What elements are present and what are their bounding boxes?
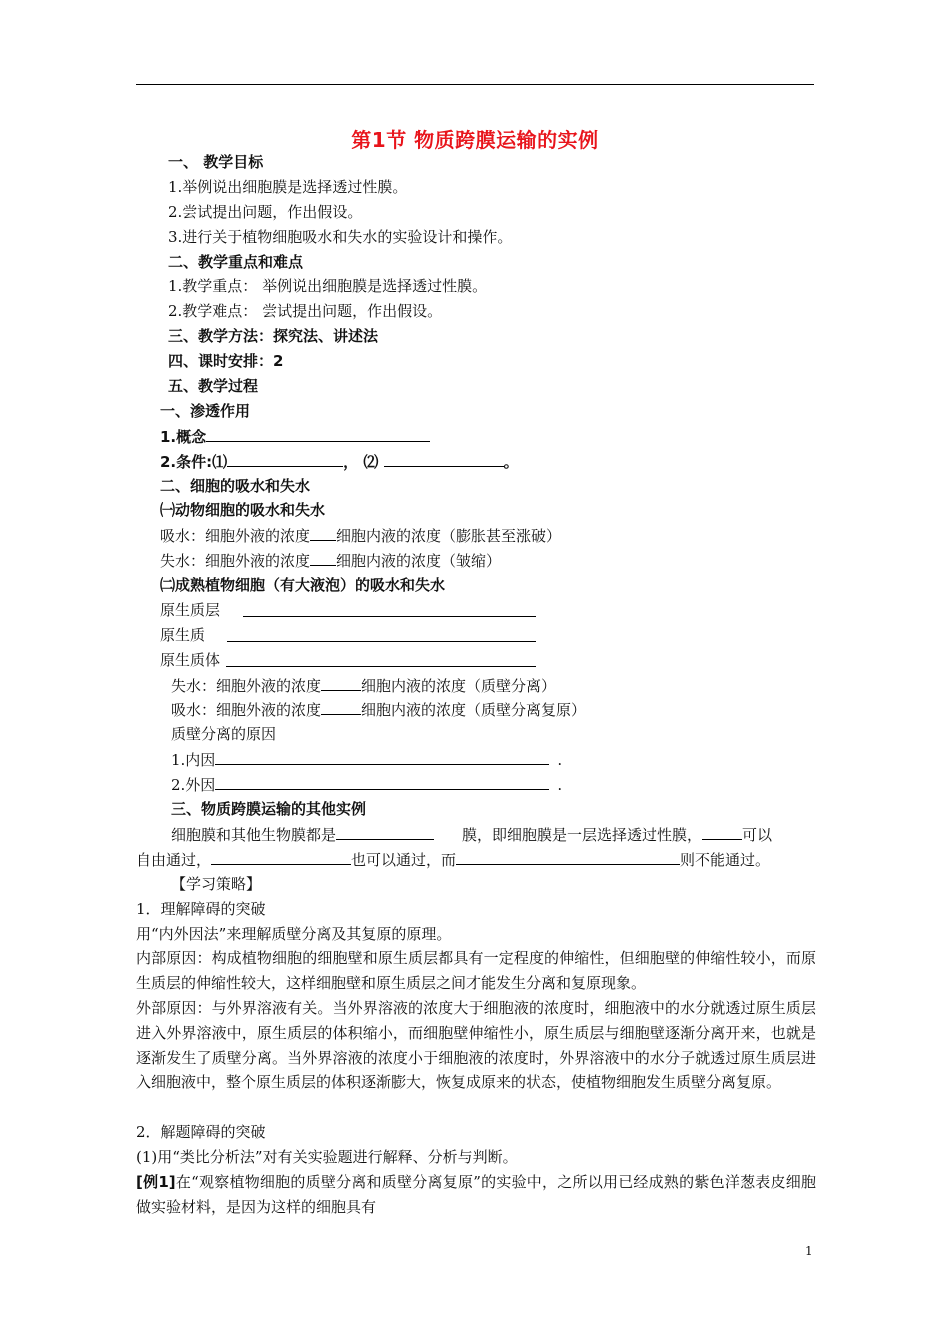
internal-line <box>171 749 562 770</box>
section-3-heading: 三、教学方法：探究法、讲述法 <box>168 327 379 345</box>
condition-label: 2.条件:⑴ <box>160 453 228 471</box>
plant-absorb-blank <box>321 699 361 715</box>
reason-heading: 质壁分离的原因 <box>171 725 277 743</box>
goal-item-3: 3.进行关于植物细胞吸水和失水的实验设计和操作。 <box>168 228 513 246</box>
internal-dot: . <box>557 751 563 769</box>
section-2-heading: 二、教学重点和难点 <box>168 253 304 271</box>
part-3-heading: 三、物质跨膜运输的其他实例 <box>171 800 367 818</box>
key-point: 1.教学重点： 举例说出细胞膜是选择透过性膜。 <box>168 277 488 295</box>
part-3-blank-2 <box>702 824 742 840</box>
plant-heading: ㈡成熟植物细胞（有大液泡）的吸水和失水 <box>160 576 446 594</box>
condition-end: 。 <box>503 453 519 471</box>
part-3-blank-1 <box>336 824 434 840</box>
plant-lose-blank <box>321 675 361 691</box>
example-text: 在“观察植物细胞的质壁分离和质壁分离复原”的实验中，之所以用已经成熟的紫色洋葱表皮细胞做实验材料，是因为这样的细胞具有 <box>136 1173 816 1216</box>
difficult-point: 2.教学难点： 尝试提出问题，作出假设。 <box>168 302 443 320</box>
term-3: 原生质体 <box>160 651 221 669</box>
part-3-line-1 <box>171 824 772 845</box>
animal-absorb-text-a: 吸水：细胞外液的浓度 <box>160 527 311 545</box>
part-3-text-4: 自由通过， <box>136 851 212 869</box>
animal-absorb-blank <box>310 525 336 541</box>
example-label: [例1] <box>136 1173 176 1191</box>
strategy-paragraph-4: (1)用“类比分析法”对有关实验题进行解释、分析与判断。 <box>136 1148 518 1166</box>
strategy-paragraph-3: 外部原因：与外界溶液有关。当外界溶液的浓度大于细胞液的浓度时，细胞液中的水分就透过原生质层进入外界溶液中，原生质层的体积缩小，而细胞壁伸缩性小，原生质层与细胞壁逐渐分离开来，也就是逐渐发生了质壁分离。当外界溶液的浓度小于细胞液的浓度时，外界溶液中的水分子就透过原生质层进入细胞液中，整个原生质层的体积逐渐膨大，恢复成原来的状态，使植物细胞发生质壁分离复原。 <box>136 999 816 1092</box>
term-1-blank <box>243 616 536 617</box>
section-4-heading: 四、课时安排：2 <box>168 352 284 370</box>
section-1-heading: 一、 教学目标 <box>168 153 264 171</box>
external-line <box>171 774 562 795</box>
plant-lose-text-b: 细胞内液的浓度（质壁分离） <box>361 677 557 695</box>
part-3-text-6: 则不能通过。 <box>680 851 771 869</box>
animal-heading: ㈠动物细胞的吸水和失水 <box>160 501 326 519</box>
header-rule <box>136 84 814 85</box>
plant-absorb-text-a: 吸水：细胞外液的浓度 <box>171 701 322 719</box>
strategy-item-2: 2．解题障碍的突破 <box>136 1123 266 1141</box>
part-3-blank-3 <box>211 849 351 865</box>
goal-item-1: 1.举例说出细胞膜是选择透过性膜。 <box>168 178 408 196</box>
condition-blank-1 <box>227 451 343 467</box>
part-3-text-2: 膜，即细胞膜是一层选择透过性膜， <box>462 826 703 844</box>
internal-blank <box>215 749 549 765</box>
animal-lose-blank <box>310 550 336 566</box>
external-label: 2.外因 <box>171 776 216 794</box>
external-blank <box>215 774 549 790</box>
animal-lose-text-a: 失水：细胞外液的浓度 <box>160 552 311 570</box>
part-3-text-3: 可以 <box>742 826 773 844</box>
part-3-text-5: 也可以通过，而 <box>351 851 457 869</box>
animal-lose-line <box>160 550 501 571</box>
strategy-heading: 【学习策略】 <box>171 875 262 893</box>
plant-absorb-text-b: 细胞内液的浓度（质壁分离复原） <box>361 701 587 719</box>
term-2-blank <box>227 641 536 642</box>
part-1-heading: 一、渗透作用 <box>160 402 251 420</box>
part-3-text-1: 细胞膜和其他生物膜都是 <box>171 826 337 844</box>
concept-label: 1.概念 <box>160 428 207 446</box>
concept-blank <box>206 426 430 442</box>
page-title: 第1节 物质跨膜运输的实例 <box>351 128 599 152</box>
part-3-line-2 <box>136 849 770 870</box>
strategy-paragraph-2: 内部原因：构成植物细胞的细胞壁和原生质层都具有一定程度的伸缩性，但细胞壁的伸缩性较小，而原生质层的伸缩性较大，这样细胞壁和原生质层之间才能发生分离和复原现象。 <box>136 949 816 992</box>
strategy-paragraph-1: 用“内外因法”来理解质壁分离及其复原的原理。 <box>136 925 452 943</box>
strategy-item-1: 1．理解障碍的突破 <box>136 900 266 918</box>
plant-absorb-line <box>171 699 586 720</box>
condition-mid: ， ⑵ <box>343 453 384 471</box>
section-5-heading: 五、教学过程 <box>168 377 259 395</box>
animal-absorb-text-b: 细胞内液的浓度（膨胀甚至涨破） <box>336 527 562 545</box>
plant-lose-line <box>171 675 556 696</box>
plant-lose-text-a: 失水：细胞外液的浓度 <box>171 677 322 695</box>
part-2-heading: 二、细胞的吸水和失水 <box>160 477 311 495</box>
term-3-blank <box>226 666 536 667</box>
external-dot: . <box>557 776 563 794</box>
internal-label: 1.内因 <box>171 751 216 769</box>
animal-absorb-line <box>160 525 561 546</box>
page-number: 1 <box>805 1244 813 1258</box>
term-1: 原生质层 <box>160 601 221 619</box>
concept-line <box>160 426 430 447</box>
example-1 <box>136 1170 816 1220</box>
part-3-blank-4 <box>456 849 680 865</box>
animal-lose-text-b: 细胞内液的浓度（皱缩） <box>336 552 502 570</box>
condition-line <box>160 451 519 472</box>
term-2: 原生质 <box>160 626 206 644</box>
goal-item-2: 2.尝试提出问题，作出假设。 <box>168 203 363 221</box>
condition-blank-2 <box>384 451 504 467</box>
